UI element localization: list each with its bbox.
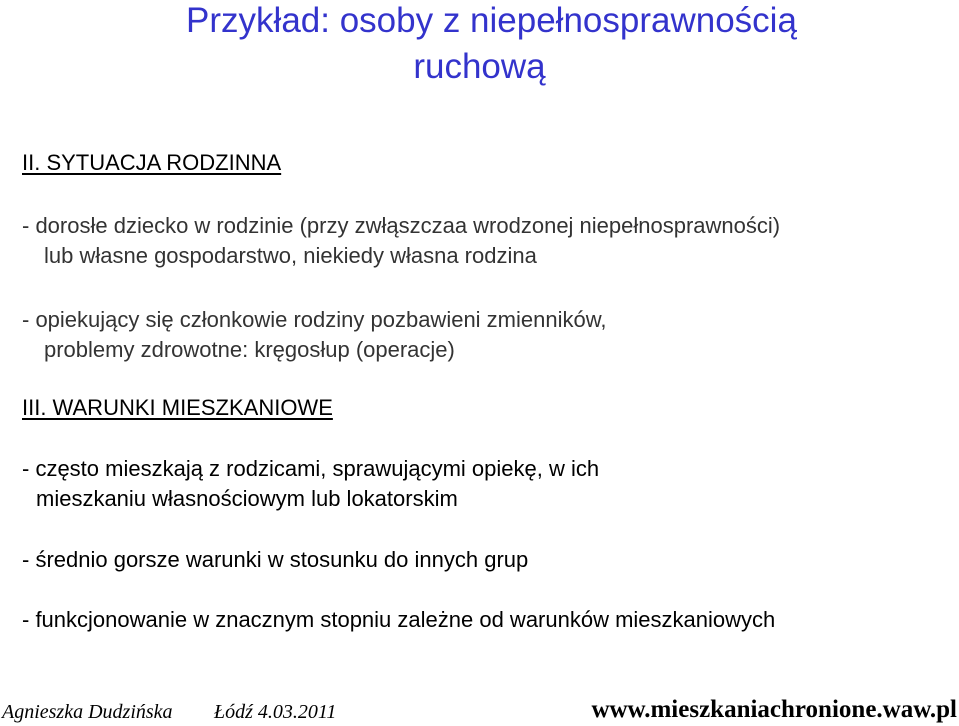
slide-title-line-1: Przykład: osoby z niepełnosprawnością: [186, 1, 797, 40]
paragraph-line: - dorosłe dziecko w rodzinie (przy zwłąszczaa wrodzonej niepełnosprawności): [22, 213, 781, 238]
paragraph-line: - średnio gorsze warunki w stosunku do innych grup: [22, 547, 529, 572]
paragraph-adult-child: [22, 211, 780, 271]
slide-title-line-2: ruchową: [413, 47, 546, 86]
paragraph-line: mieszkaniu własnościowym lub lokatorskim: [36, 486, 458, 511]
paragraph-functioning-dependency: [22, 605, 775, 635]
footer-website-link[interactable]: www.mieszkaniachronione.waw.pl: [591, 696, 957, 723]
footer-place-date: Łódź 4.03.2011: [214, 701, 337, 723]
paragraph-worse-conditions: [22, 545, 528, 575]
paragraph-line: - funkcjonowanie w znacznym stopniu zależne od warunków mieszkaniowych: [22, 607, 776, 632]
paragraph-caregivers: [22, 305, 607, 365]
paragraph-line: lub własne gospodarstwo, niekiedy własna rodzina: [44, 243, 537, 268]
paragraph-line: - opiekujący się członkowie rodziny pozbawieni zmienników,: [22, 307, 607, 332]
section-heading-housing-conditions: III. WARUNKI MIESZKANIOWE: [22, 395, 333, 420]
paragraph-line: problemy zdrowotne: kręgosłup (operacje): [44, 337, 455, 362]
paragraph-line: - często mieszkają z rodzicami, sprawującymi opiekę, w ich: [22, 456, 600, 481]
section-heading-family-situation: II. SYTUACJA RODZINNA: [22, 150, 282, 175]
paragraph-living-with-parents: [22, 454, 599, 514]
footer-author: Agnieszka Dudzińska: [2, 701, 173, 723]
slide-footer: [0, 698, 959, 726]
